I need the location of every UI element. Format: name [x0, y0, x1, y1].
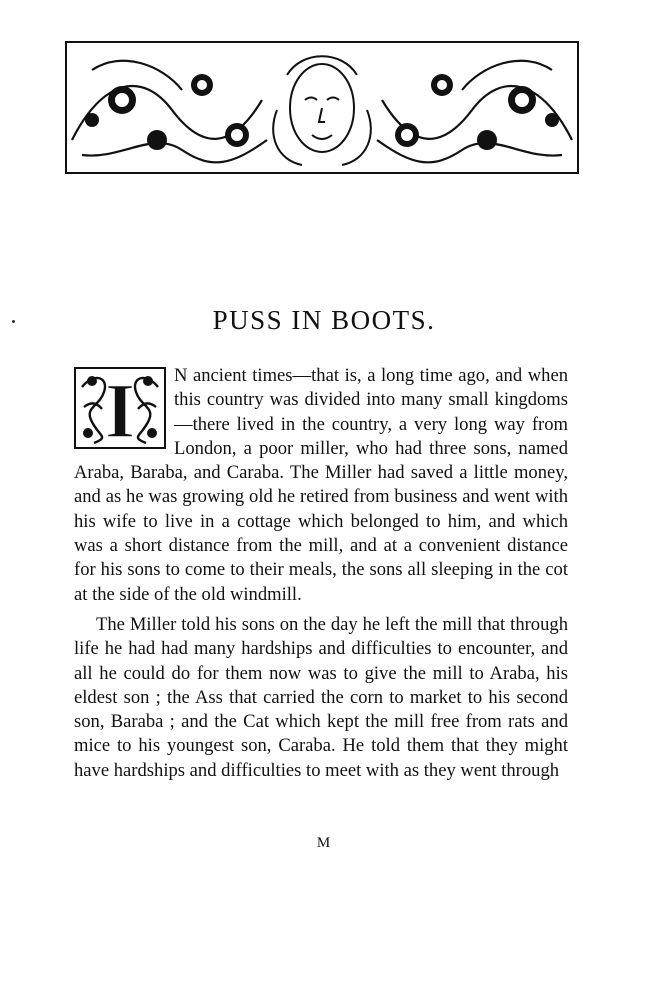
chapter-title: PUSS IN BOOTS.	[212, 305, 436, 335]
paragraph-1: N ancient times—that is, a long time ago, and when this country was divided into many small kingdoms—there lived in the country, a very long way from London, a poor miller, who had three sons, named Araba, Baraba, and Caraba. The Miller had saved a little money, and as he was growing old he retired from business and went with his wife to live in a cottage which belonged to him, and which was a short distance from the mill, and at a convenient distance for his sons to come to their meals, the sons all sleeping in the cot at the side of the old windmill.	[74, 365, 568, 605]
headpiece-ornament-icon	[62, 40, 582, 175]
signature-mark: M	[316, 835, 332, 851]
body-text	[74, 364, 568, 783]
dropcap-letter: I	[104, 367, 136, 449]
paragraph-2: The Miller told his sons on the day he left the mill that through life he had had many hardships and difficulties to encounter, and all he could do for them now was to give the mill to Araba, his eldest son ; the Ass that carried the corn to market to his second son, Baraba ; and the Cat which kept the mill free from rats and mice to his youngest son, Caraba. He told them that they might have hardships and difficulties to meet with as they went through	[74, 613, 568, 781]
ornamental-initial-i-icon	[74, 367, 166, 449]
